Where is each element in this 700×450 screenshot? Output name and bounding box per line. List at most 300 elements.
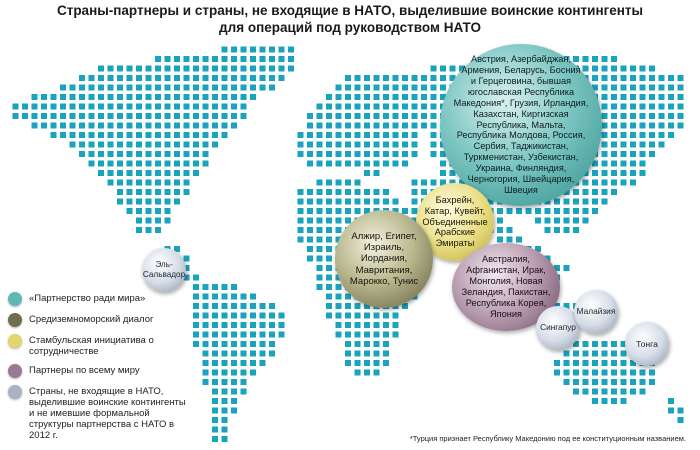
map-dot [336,322,342,328]
map-dot [326,189,332,195]
map-dot [117,142,123,148]
map-dot [146,151,152,157]
map-dot [203,56,209,62]
map-dot [649,151,655,157]
map-dot [393,104,399,110]
map-dot [640,104,646,110]
map-dot [573,351,579,357]
map-dot [193,322,199,328]
map-dot [421,104,427,110]
map-dot [108,161,114,167]
map-dot [193,113,199,119]
footnote: *Турция признает Республику Македонию под ее конституционным названием. [409,434,686,443]
map-dot [155,189,161,195]
map-dot [630,180,636,186]
map-dot [117,104,123,110]
map-dot [592,398,598,404]
map-dot [60,85,66,91]
map-dot [573,199,579,205]
map-dot [212,370,218,376]
map-dot [231,303,237,309]
map-dot [212,417,218,423]
map-dot [155,66,161,72]
map-dot [79,142,85,148]
map-dot [507,237,513,243]
map-dot [51,123,57,129]
map-dot [611,161,617,167]
map-dot [393,85,399,91]
map-dot [383,351,389,357]
map-dot [592,370,598,376]
map-dot [117,123,123,129]
map-dot [383,313,389,319]
map-dot [516,237,522,243]
map-dot [184,151,190,157]
map-dot [174,66,180,72]
map-dot [440,66,446,72]
map-dot [136,161,142,167]
map-dot [630,94,636,100]
map-dot [127,180,133,186]
map-dot [117,161,123,167]
map-dot [383,94,389,100]
map-dot [336,284,342,290]
legend-item-ici: Стамбульская инициатива о сотрудничестве [8,335,193,357]
map-dot [174,104,180,110]
map-dot [440,75,446,81]
map-dot [231,351,237,357]
map-dot [421,75,427,81]
map-dot [355,189,361,195]
map-dot [364,123,370,129]
map-dot [383,199,389,205]
map-dot [355,75,361,81]
map-dot [193,104,199,110]
map-dot [659,132,665,138]
map-dot [241,75,247,81]
map-dot [136,218,142,224]
map-dot [602,113,608,119]
map-dot [155,85,161,91]
map-dot [602,370,608,376]
map-dot [545,227,551,233]
map-dot [165,132,171,138]
map-dot [212,113,218,119]
map-dot [621,379,627,385]
map-dot [193,294,199,300]
map-dot [89,132,95,138]
map-dot [89,113,95,119]
map-dot [326,246,332,252]
map-dot [241,303,247,309]
map-dot [60,123,66,129]
map-dot [13,104,19,110]
map-dot [184,142,190,148]
map-dot [640,151,646,157]
map-dot [250,85,256,91]
map-dot [374,142,380,148]
map-dot [241,341,247,347]
map-dot [602,123,608,129]
map-dot [212,351,218,357]
map-dot [250,351,256,357]
map-dot [355,370,361,376]
map-dot [621,66,627,72]
map-dot [89,123,95,129]
bubble-mediterranean-dialogue [335,210,433,308]
map-dot [364,113,370,119]
map-dot [421,123,427,129]
map-dot [364,370,370,376]
map-dot [621,161,627,167]
map-dot [355,161,361,167]
map-dot [402,161,408,167]
map-dot [212,94,218,100]
map-dot [146,113,152,119]
map-dot [222,104,228,110]
map-dot [184,113,190,119]
map-dot [630,151,636,157]
legend-item-global: Партнеры по всему миру [8,365,193,378]
map-dot [193,332,199,338]
map-dot [374,85,380,91]
map-dot [592,66,598,72]
map-dot [412,142,418,148]
map-dot [89,161,95,167]
map-dot [611,85,617,91]
map-dot [402,142,408,148]
map-dot [336,218,342,224]
map-dot [678,94,684,100]
map-dot [336,132,342,138]
map-dot [374,360,380,366]
map-dot [431,132,437,138]
map-dot [193,151,199,157]
map-dot [621,113,627,119]
map-dot [127,104,133,110]
map-dot [250,322,256,328]
map-dot [241,47,247,53]
map-dot [108,142,114,148]
map-dot [649,85,655,91]
map-dot [155,113,161,119]
map-dot [602,151,608,157]
map-dot [317,256,323,262]
bubble-singapore: Сингапур [536,306,580,350]
map-dot [174,161,180,167]
map-dot [231,313,237,319]
map-dot [402,94,408,100]
map-dot [611,370,617,376]
map-dot [630,75,636,81]
map-dot [440,85,446,91]
map-dot [60,94,66,100]
map-dot [611,189,617,195]
map-dot [193,161,199,167]
map-dot [640,132,646,138]
map-dot [649,94,655,100]
map-dot [203,85,209,91]
map-dot [326,218,332,224]
map-dot [630,132,636,138]
map-dot [355,180,361,186]
map-dot [421,94,427,100]
map-dot [193,56,199,62]
map-dot [212,56,218,62]
map-dot [165,199,171,205]
map-dot [564,208,570,214]
map-dot [374,94,380,100]
map-dot [117,189,123,195]
map-dot [203,284,209,290]
map-dot [393,199,399,205]
legend-item-pfp: «Партнерство ради мира» [8,293,193,306]
map-dot [174,142,180,148]
legend-swatch-other [8,385,22,399]
map-dot [621,360,627,366]
map-dot [127,161,133,167]
map-dot [127,85,133,91]
map-dot [165,208,171,214]
map-dot [108,66,114,72]
map-dot [383,360,389,366]
map-dot [630,113,636,119]
map-dot [79,132,85,138]
map-dot [269,303,275,309]
map-dot [640,94,646,100]
map-dot [374,104,380,110]
map-dot [336,199,342,205]
map-dot [326,123,332,129]
map-dot [155,75,161,81]
map-dot [583,199,589,205]
map-dot [611,379,617,385]
map-dot [193,303,199,309]
map-dot [317,151,323,157]
map-dot [155,208,161,214]
map-dot [241,113,247,119]
map-dot [174,113,180,119]
map-dot [136,180,142,186]
map-dot [184,75,190,81]
map-dot [250,303,256,309]
map-dot [678,104,684,110]
map-dot [89,142,95,148]
map-dot [431,123,437,129]
map-dot [98,170,104,176]
map-dot [193,123,199,129]
map-dot [621,123,627,129]
map-dot [630,104,636,110]
map-dot [678,408,684,414]
map-dot [621,151,627,157]
map-dot [592,189,598,195]
map-dot [630,379,636,385]
map-dot [317,199,323,205]
map-dot [602,85,608,91]
map-dot [611,75,617,81]
map-dot [383,161,389,167]
map-dot [193,66,199,72]
map-dot [336,123,342,129]
map-dot [136,189,142,195]
map-dot [203,104,209,110]
map-dot [279,332,285,338]
map-dot [317,284,323,290]
map-dot [136,104,142,110]
map-dot [345,180,351,186]
bubble-el-salvador: Эль- Сальвадор [142,248,186,292]
map-dot [355,322,361,328]
map-dot [602,389,608,395]
map-dot [383,332,389,338]
map-dot [70,113,76,119]
map-dot [136,151,142,157]
map-dot [383,322,389,328]
map-dot [212,398,218,404]
map-dot [231,66,237,72]
map-dot [203,313,209,319]
map-dot [374,189,380,195]
map-dot [564,360,570,366]
map-dot [374,151,380,157]
map-dot [364,199,370,205]
map-dot [307,189,313,195]
map-dot [336,294,342,300]
map-dot [592,360,598,366]
map-dot [516,208,522,214]
map-dot [336,189,342,195]
map-dot [383,85,389,91]
map-dot [70,104,76,110]
map-dot [421,85,427,91]
map-dot [193,341,199,347]
ici-countries: Бахрейн, Катар, Кувейт, Объединенные Арабские Эмираты [422,194,488,249]
map-dot [260,75,266,81]
map-dot [355,199,361,205]
map-dot [326,113,332,119]
map-dot [345,94,351,100]
map-dot [13,113,19,119]
map-dot [621,142,627,148]
map-dot [70,85,76,91]
map-dot [222,360,228,366]
map-dot [507,208,513,214]
map-dot [374,341,380,347]
map-dot [250,360,256,366]
map-dot [659,94,665,100]
map-dot [374,113,380,119]
map-dot [184,85,190,91]
map-dot [317,227,323,233]
map-dot [165,161,171,167]
map-dot [288,66,294,72]
map-dot [165,123,171,129]
map-dot [326,199,332,205]
map-dot [649,75,655,81]
map-dot [307,218,313,224]
map-dot [364,313,370,319]
map-dot [564,199,570,205]
map-dot [212,389,218,395]
map-dot [602,398,608,404]
map-dot [621,170,627,176]
map-dot [678,113,684,119]
map-dot [412,151,418,157]
map-dot [545,218,551,224]
map-dot [203,379,209,385]
map-dot [326,94,332,100]
map-dot [260,47,266,53]
map-dot [573,389,579,395]
map-dot [279,75,285,81]
map-dot [250,341,256,347]
map-dot [222,427,228,433]
map-dot [165,218,171,224]
map-dot [222,389,228,395]
map-dot [241,66,247,72]
map-dot [212,332,218,338]
map-dot [279,56,285,62]
global-countries: Австралия, Афганистан, Ирак, Монголия, Новая Зеландия, Пакистан, Республика Корея, Япония [461,254,551,319]
map-dot [678,123,684,129]
map-dot [269,66,275,72]
map-dot [269,341,275,347]
map-dot [146,85,152,91]
map-dot [184,94,190,100]
map-dot [127,66,133,72]
map-dot [326,275,332,281]
map-dot [184,180,190,186]
map-dot [231,47,237,53]
map-dot [326,180,332,186]
map-dot [174,180,180,186]
map-dot [203,322,209,328]
map-dot [212,66,218,72]
map-dot [573,370,579,376]
map-dot [374,199,380,205]
map-dot [146,132,152,138]
map-dot [222,66,228,72]
map-dot [336,332,342,338]
map-dot [383,142,389,148]
map-dot [364,85,370,91]
map-dot [298,199,304,205]
map-dot [393,332,399,338]
map-dot [659,142,665,148]
map-dot [374,322,380,328]
map-dot [222,303,228,309]
map-dot [222,332,228,338]
map-dot [412,132,418,138]
map-dot [611,94,617,100]
map-dot [573,218,579,224]
map-dot [317,246,323,252]
map-dot [307,151,313,157]
map-dot [231,104,237,110]
map-dot [602,180,608,186]
map-dot [355,341,361,347]
map-dot [279,66,285,72]
map-dot [345,341,351,347]
map-dot [611,341,617,347]
map-dot [317,161,323,167]
map-dot [212,123,218,129]
map-dot [32,94,38,100]
map-dot [355,104,361,110]
map-dot [165,180,171,186]
map-dot [108,123,114,129]
